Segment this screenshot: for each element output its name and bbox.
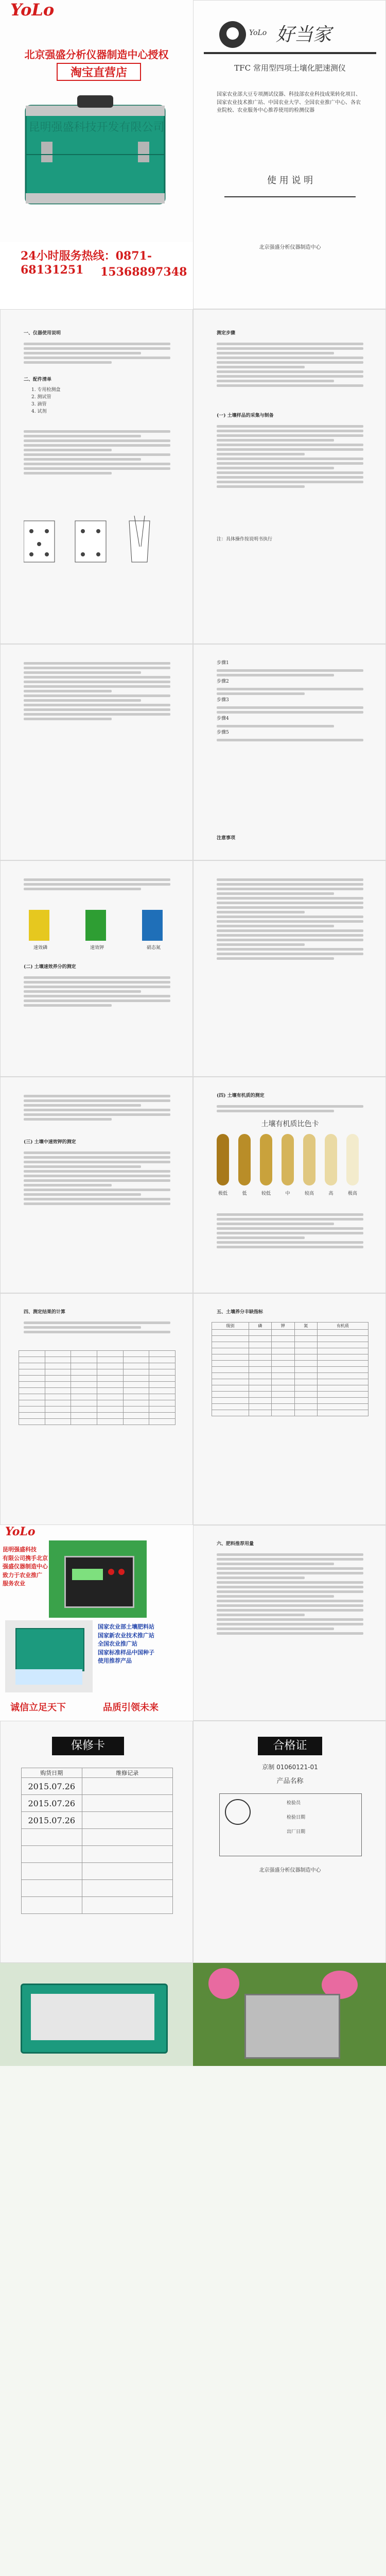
list-item: 步骤4 bbox=[217, 716, 229, 721]
level-label: 中 bbox=[285, 1191, 290, 1196]
manual-page-7 bbox=[0, 1077, 193, 1293]
promo-line: 昆明强盛科技 bbox=[3, 1546, 37, 1553]
manual-page-6a bbox=[0, 860, 193, 1077]
promo-brand: YoLo bbox=[5, 1525, 36, 1538]
promo-line: 有限公司携手北京 bbox=[3, 1554, 48, 1562]
page8-heading: (四) 土壤有机质的测定 bbox=[217, 1093, 265, 1098]
step-diagrams bbox=[24, 516, 170, 572]
table-cell: 2015.07.26 bbox=[22, 1812, 82, 1829]
organic-card-title: 土壤有机质比色卡 bbox=[261, 1120, 319, 1128]
slogan-right: 品质引领未来 bbox=[103, 1702, 159, 1713]
list-item: 4. 试剂 bbox=[31, 409, 47, 414]
page10-heading: 五、土壤养分丰缺指标 bbox=[217, 1310, 264, 1315]
promo-line: 国家农业部土壤肥料站 bbox=[98, 1623, 154, 1630]
list-item: 2. 测试管 bbox=[31, 394, 51, 400]
swatch-label: 速效磷 bbox=[33, 945, 47, 951]
qc-seal-icon bbox=[225, 1799, 251, 1825]
swatch-green bbox=[85, 910, 106, 941]
brand-circle-icon bbox=[219, 21, 246, 48]
swatch-yellow bbox=[29, 910, 49, 941]
hotline-number: 0871-68131251 bbox=[21, 249, 152, 277]
table-header: 维修记录 bbox=[82, 1768, 172, 1778]
warranty-table bbox=[21, 1768, 173, 1914]
certificate-box bbox=[219, 1793, 362, 1856]
manual-title: 使 用 说 明 bbox=[267, 175, 313, 186]
manual-page-11 bbox=[193, 1525, 386, 1721]
shop-banner bbox=[0, 0, 193, 309]
swatch-blue bbox=[142, 910, 163, 941]
list-item: 步骤2 bbox=[217, 679, 229, 684]
table-cell: 2015.07.26 bbox=[22, 1778, 82, 1795]
table-header: 钾 bbox=[272, 1323, 294, 1330]
promo-left-text bbox=[3, 1546, 49, 1588]
steps-heading: 测定步骤 bbox=[217, 331, 236, 336]
promo-panel bbox=[0, 1525, 193, 1721]
page6-heading: (二) 土壤速效养分的测定 bbox=[24, 964, 76, 970]
cover-company: 北京强盛分析仪器制造中心 bbox=[259, 245, 321, 250]
page7-heading: (三) 土壤中速效钾的测定 bbox=[24, 1140, 76, 1145]
product-photo-left bbox=[0, 1963, 193, 2066]
cover-brand: 好当家 bbox=[276, 24, 332, 45]
page9-heading: 四、测定结果的计算 bbox=[24, 1310, 66, 1315]
promo-line: 致力于农业推广 bbox=[3, 1571, 42, 1579]
manual-page-10 bbox=[193, 1293, 386, 1525]
prep-subheading: (一) 土壤样品的采集与制备 bbox=[217, 413, 274, 418]
manual-page-8 bbox=[193, 1077, 386, 1293]
note-text: 注：具体操作按说明书执行 bbox=[217, 537, 273, 542]
level-label: 较高 bbox=[304, 1191, 314, 1196]
table-header: 磷 bbox=[249, 1323, 271, 1330]
level-label: 极低 bbox=[218, 1191, 227, 1196]
page11-heading: 六、肥料推荐用量 bbox=[217, 1541, 254, 1547]
table-header: 购货日期 bbox=[22, 1768, 82, 1778]
watermark: 昆明强盛科技开发有限公司 bbox=[28, 121, 165, 134]
cover-paragraph: 国家农业部大豆专项测试仪器、科技部农业科技成果转化项目、国家农业技术推广站、中国农业大学、全国农业推广中心、各农业院校、农业服务中心推荐使用的检测仪器 bbox=[217, 92, 361, 113]
slogan-left: 诚信立足天下 bbox=[10, 1702, 66, 1713]
certificate-card bbox=[193, 1721, 386, 1963]
manual-page-4 bbox=[193, 309, 386, 644]
indicator-table bbox=[212, 1322, 369, 1416]
row-pages-3-4 bbox=[0, 309, 386, 644]
row-product-photos bbox=[0, 1963, 386, 2576]
promo-line: 强盛仪器制造中心 bbox=[3, 1563, 48, 1570]
manual-page-5b bbox=[193, 644, 386, 860]
case-photo bbox=[21, 85, 172, 224]
warranty-card bbox=[0, 1721, 193, 1963]
row-warranty bbox=[0, 1721, 386, 1963]
table-header: 级别 bbox=[212, 1323, 249, 1330]
promo-line: 使用推荐产品 bbox=[98, 1657, 132, 1664]
color-swatches bbox=[24, 910, 170, 956]
shop-name-line1: 北京强盛分析仪器制造中心授权 bbox=[24, 48, 169, 61]
promo-right-text bbox=[98, 1623, 190, 1666]
row-cover bbox=[0, 0, 386, 309]
level-label: 低 bbox=[242, 1191, 247, 1196]
manual-page-5a bbox=[0, 644, 193, 860]
cert-field: 出厂日期 bbox=[287, 1829, 306, 1835]
level-label: 较低 bbox=[261, 1191, 271, 1196]
level-label: 高 bbox=[328, 1191, 334, 1196]
promo-photo-2 bbox=[5, 1620, 93, 1692]
table-header: 氮 bbox=[294, 1323, 317, 1330]
hotline-area bbox=[0, 242, 193, 309]
manual-page-9 bbox=[0, 1293, 193, 1525]
swatch-label: 速效钾 bbox=[90, 945, 104, 951]
intro-heading: 一、仪器使用说明 bbox=[24, 331, 61, 336]
promo-line: 服务农业 bbox=[3, 1580, 25, 1587]
list-item: 3. 滴管 bbox=[31, 401, 47, 407]
list-item: 步骤5 bbox=[217, 730, 229, 735]
shop-name-line2: 淘宝直营店 bbox=[57, 63, 141, 81]
photo-extension bbox=[0, 2066, 386, 2576]
list-item: 1. 专用检测盒 bbox=[31, 387, 61, 393]
list-item: 步骤3 bbox=[217, 697, 229, 703]
promo-line: 国家标准样品中国种子 bbox=[98, 1649, 154, 1656]
notes-heading: 注意事项 bbox=[217, 836, 236, 841]
organic-levels bbox=[214, 1191, 366, 1199]
hotline-label: 24小时服务热线：0871-68131251 bbox=[21, 249, 152, 277]
manual-page-6b bbox=[193, 860, 386, 1077]
table-header: 有机质 bbox=[317, 1323, 368, 1330]
warranty-title: 保修卡 bbox=[52, 1737, 124, 1755]
cover-logo-text: YoLo bbox=[249, 29, 267, 37]
list-item: 步骤1 bbox=[217, 660, 229, 666]
promo-line: 国家新农业技术推广站 bbox=[98, 1632, 154, 1639]
product-title: TFC 常用型四项土壤化肥速测仪 bbox=[234, 63, 346, 73]
parts-heading: 二、配件清单 bbox=[24, 377, 52, 382]
brand-logo: YoLo bbox=[10, 0, 55, 20]
cert-field: 检验日期 bbox=[287, 1815, 306, 1820]
row-pages-7-8 bbox=[0, 1077, 386, 1293]
row-pages-9-10 bbox=[0, 1293, 386, 1525]
row-page-5 bbox=[0, 644, 386, 860]
parts-list bbox=[31, 387, 170, 416]
product-name-label: 产品名称 bbox=[276, 1777, 304, 1785]
promo-photo-1 bbox=[49, 1540, 147, 1618]
row-page-6 bbox=[0, 860, 386, 1077]
cover-page bbox=[193, 0, 386, 309]
row-promo bbox=[0, 1525, 386, 1721]
result-table bbox=[19, 1350, 176, 1425]
level-label: 极高 bbox=[347, 1191, 357, 1196]
promo-line: 全国农业推广站 bbox=[98, 1640, 137, 1647]
certificate-company: 北京强盛分析仪器制造中心 bbox=[259, 1868, 321, 1873]
certificate-standard: 京制 01060121-01 bbox=[262, 1764, 318, 1771]
mobile-number: 15368897348 bbox=[100, 265, 187, 279]
cert-field: 检验员 bbox=[287, 1801, 301, 1806]
swatch-label: 硝态氮 bbox=[146, 945, 161, 951]
manual-page-3 bbox=[0, 309, 193, 644]
product-photo-right bbox=[193, 1963, 386, 2066]
certificate-title: 合格证 bbox=[258, 1737, 322, 1755]
table-cell: 2015.07.26 bbox=[22, 1795, 82, 1812]
